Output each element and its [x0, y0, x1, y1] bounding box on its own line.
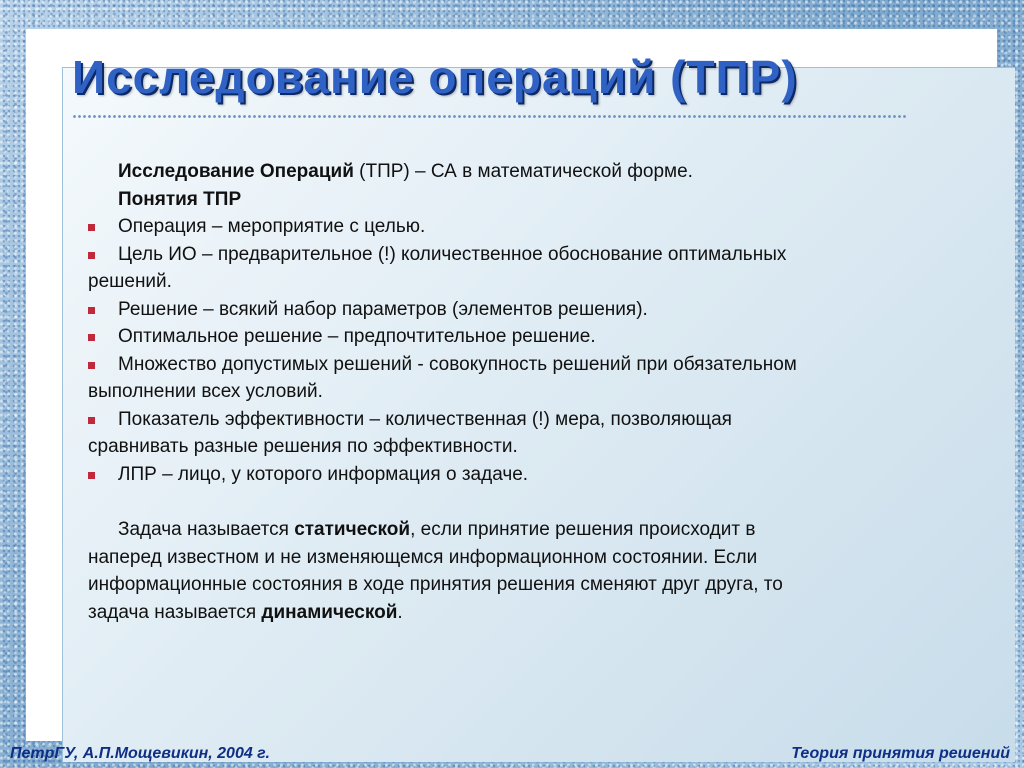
paragraph-line-4: задача называется динамической. [88, 601, 403, 623]
list-item [88, 406, 948, 461]
intro-term: Исследование Операций [118, 161, 354, 182]
paragraph-line-2: наперед известном и не изменяющемся информационном состоянии. Если [88, 546, 758, 568]
list-item-continuation: решений. [88, 271, 172, 292]
list-item-continuation: сравнивать разные решения по эффективности. [88, 436, 518, 457]
list-item [88, 241, 948, 296]
square-bullet-icon [88, 307, 95, 314]
spacer [88, 488, 948, 516]
square-bullet-icon [88, 224, 95, 231]
dynamic-term: динамической [261, 601, 398, 623]
intro-definition: (ТПР) – СА в математической форме. [353, 161, 693, 182]
title-divider [72, 114, 907, 119]
list-item-text: Операция – мероприятие с целью. [118, 216, 426, 237]
slide-title: Исследование операций (ТПР) [72, 51, 798, 103]
list-item-text: ЛПР – лицо, у которого информация о задаче. [118, 463, 529, 485]
paragraph-line-3: информационные состояния в ходе принятия решения сменяют друг друга, то [88, 574, 783, 595]
footer-course: Теория принятия решений [791, 745, 1010, 762]
intro-line [88, 158, 948, 186]
list-item [88, 461, 948, 489]
list-item [88, 213, 948, 241]
list-item-continuation: выполнении всех условий. [88, 381, 323, 402]
slide-body [88, 158, 948, 626]
square-bullet-icon [88, 362, 95, 369]
list-item-text: Решение – всякий набор параметров (элементов решения). [118, 298, 648, 320]
list-item-text: Показатель эффективности – количественная (!) мера, позволяющая [118, 408, 732, 430]
square-bullet-icon [88, 417, 95, 424]
paragraph-line-1: Задача называется статической, если принятие решения происходит в [118, 519, 756, 540]
footer-author: ПетрГУ, А.П.Мощевикин, 2004 г. [10, 745, 270, 762]
list-item [88, 323, 948, 351]
subheading: Понятия ТПР [118, 188, 242, 210]
static-term: статической [294, 519, 411, 540]
square-bullet-icon [88, 472, 95, 479]
list-item [88, 351, 948, 406]
list-item-text: Оптимальное решение – предпочтительное решение. [118, 326, 596, 347]
list-item-text: Множество допустимых решений - совокупность решений при обязательном [118, 353, 797, 375]
square-bullet-icon [88, 252, 95, 259]
list-item-text: Цель ИО – предварительное (!) количественное обоснование оптимальных [118, 243, 787, 265]
square-bullet-icon [88, 334, 95, 341]
list-item [88, 296, 948, 324]
